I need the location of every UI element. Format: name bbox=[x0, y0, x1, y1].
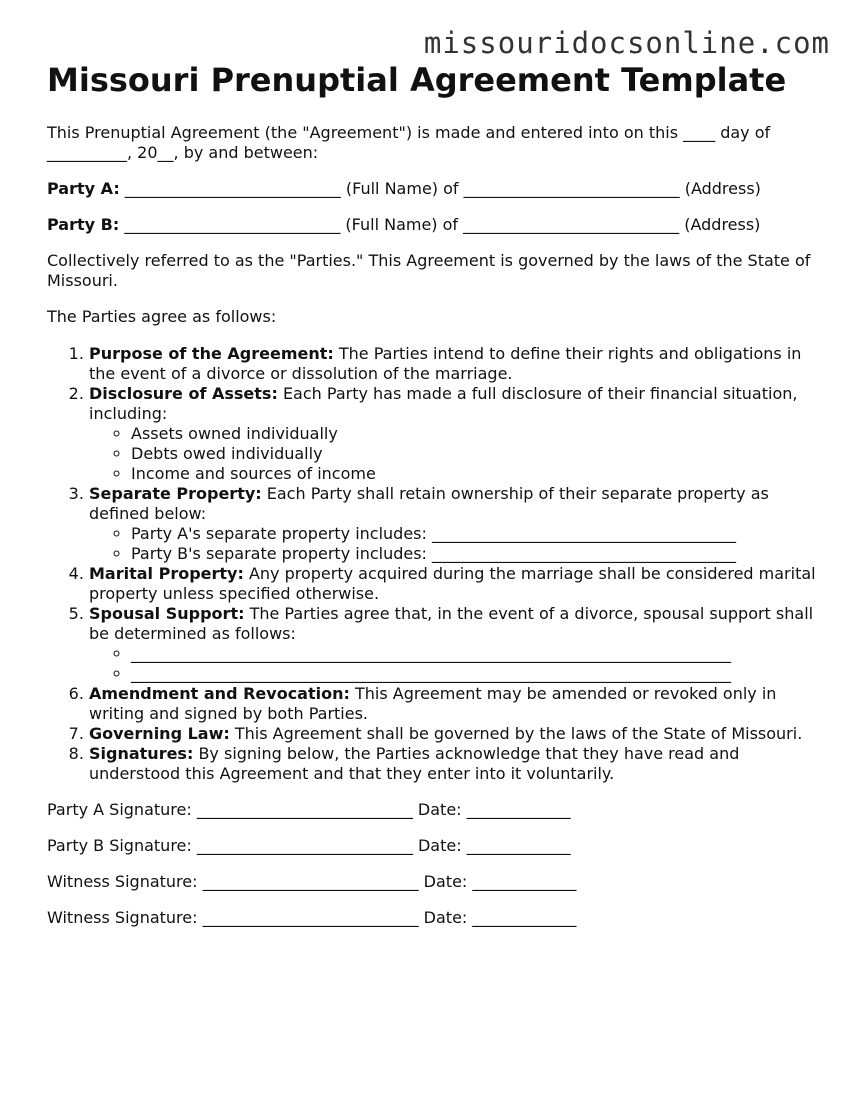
agree-paragraph: The Parties agree as follows: bbox=[47, 307, 277, 326]
clause-signatures bbox=[89, 744, 817, 784]
signature-line-witness-1: Witness Signature: ___________________________ Date: _____________ bbox=[47, 872, 577, 891]
clause-heading: Separate Property: bbox=[89, 484, 262, 503]
party-b-fields: ___________________________ (Full Name) of ___________________________ (Address) bbox=[119, 215, 761, 234]
clause-disclosure bbox=[89, 384, 817, 484]
party-b-line bbox=[47, 215, 817, 235]
clause-marital-property bbox=[89, 564, 817, 604]
collective-paragraph: Collectively referred to as the "Parties." This Agreement is governed by the laws of the State of Missouri. bbox=[47, 251, 811, 290]
clause-heading: Disclosure of Assets: bbox=[89, 384, 278, 403]
clause-text: The Parties intend to define their rights and obligations in the event of a divorce or dissolution of the marriage. bbox=[89, 344, 802, 383]
clause-heading: Marital Property: bbox=[89, 564, 244, 583]
clause-list bbox=[47, 344, 817, 784]
signature-line-witness-2: Witness Signature: ___________________________ Date: _____________ bbox=[47, 908, 577, 927]
signature-line-party-b: Party B Signature: ___________________________ Date: _____________ bbox=[47, 836, 571, 855]
list-item: ◦ Party B's separate property includes: ______________________________________ bbox=[131, 544, 817, 564]
party-b-label: Party B: bbox=[47, 215, 120, 234]
clause-heading: Purpose of the Agreement: bbox=[89, 344, 334, 363]
list-item: ◦ Assets owned individually bbox=[131, 424, 817, 444]
clause-separate-property bbox=[89, 484, 817, 564]
party-a-fields: ___________________________ (Full Name) of ___________________________ (Address) bbox=[119, 179, 761, 198]
list-item: ◦ ___________________________________________________________________________ bbox=[131, 664, 817, 684]
clause-spousal-support bbox=[89, 604, 817, 684]
support-blank-list bbox=[89, 644, 817, 684]
clause-text: Each Party shall retain ownership of their separate property as defined below: bbox=[89, 484, 769, 523]
party-a-label: Party A: bbox=[47, 179, 120, 198]
clause-text: This Agreement shall be governed by the laws of the State of Missouri. bbox=[229, 724, 803, 743]
list-item: ◦ Party A's separate property includes: ______________________________________ bbox=[131, 524, 817, 544]
list-item: ◦ ___________________________________________________________________________ bbox=[131, 644, 817, 664]
clause-heading: Spousal Support: bbox=[89, 604, 245, 623]
document-page bbox=[47, 60, 817, 928]
watermark: missouridocsonline.com bbox=[423, 26, 830, 60]
separate-property-list bbox=[89, 524, 817, 564]
page-title: Missouri Prenuptial Agreement Template bbox=[47, 61, 787, 99]
clause-text: The Parties agree that, in the event of a divorce, spousal support shall be determined as follows: bbox=[89, 604, 814, 643]
clause-heading: Amendment and Revocation: bbox=[89, 684, 350, 703]
clause-heading: Governing Law: bbox=[89, 724, 230, 743]
asset-list bbox=[89, 424, 817, 484]
signature-line-party-a: Party A Signature: ___________________________ Date: _____________ bbox=[47, 800, 571, 819]
intro-paragraph: This Prenuptial Agreement (the "Agreement") is made and entered into on this ____ day of __________, 20__, by and between: bbox=[47, 123, 771, 162]
clause-text: Each Party has made a full disclosure of their financial situation, including: bbox=[89, 384, 798, 423]
clause-text: This Agreement may be amended or revoked only in writing and signed by both Parties. bbox=[89, 684, 777, 723]
list-item: ◦ Debts owed individually bbox=[131, 444, 817, 464]
clause-amendment bbox=[89, 684, 817, 724]
clause-purpose bbox=[89, 344, 817, 384]
party-a-line bbox=[47, 179, 817, 199]
clause-text: Any property acquired during the marriage shall be considered marital property unless specified otherwise. bbox=[89, 564, 816, 603]
clause-text: By signing below, the Parties acknowledge that they have read and understood this Agreement and that they enter into it voluntarily. bbox=[89, 744, 740, 783]
list-item: ◦ Income and sources of income bbox=[131, 464, 817, 484]
clause-governing-law bbox=[89, 724, 817, 744]
clause-heading: Signatures: bbox=[89, 744, 194, 763]
